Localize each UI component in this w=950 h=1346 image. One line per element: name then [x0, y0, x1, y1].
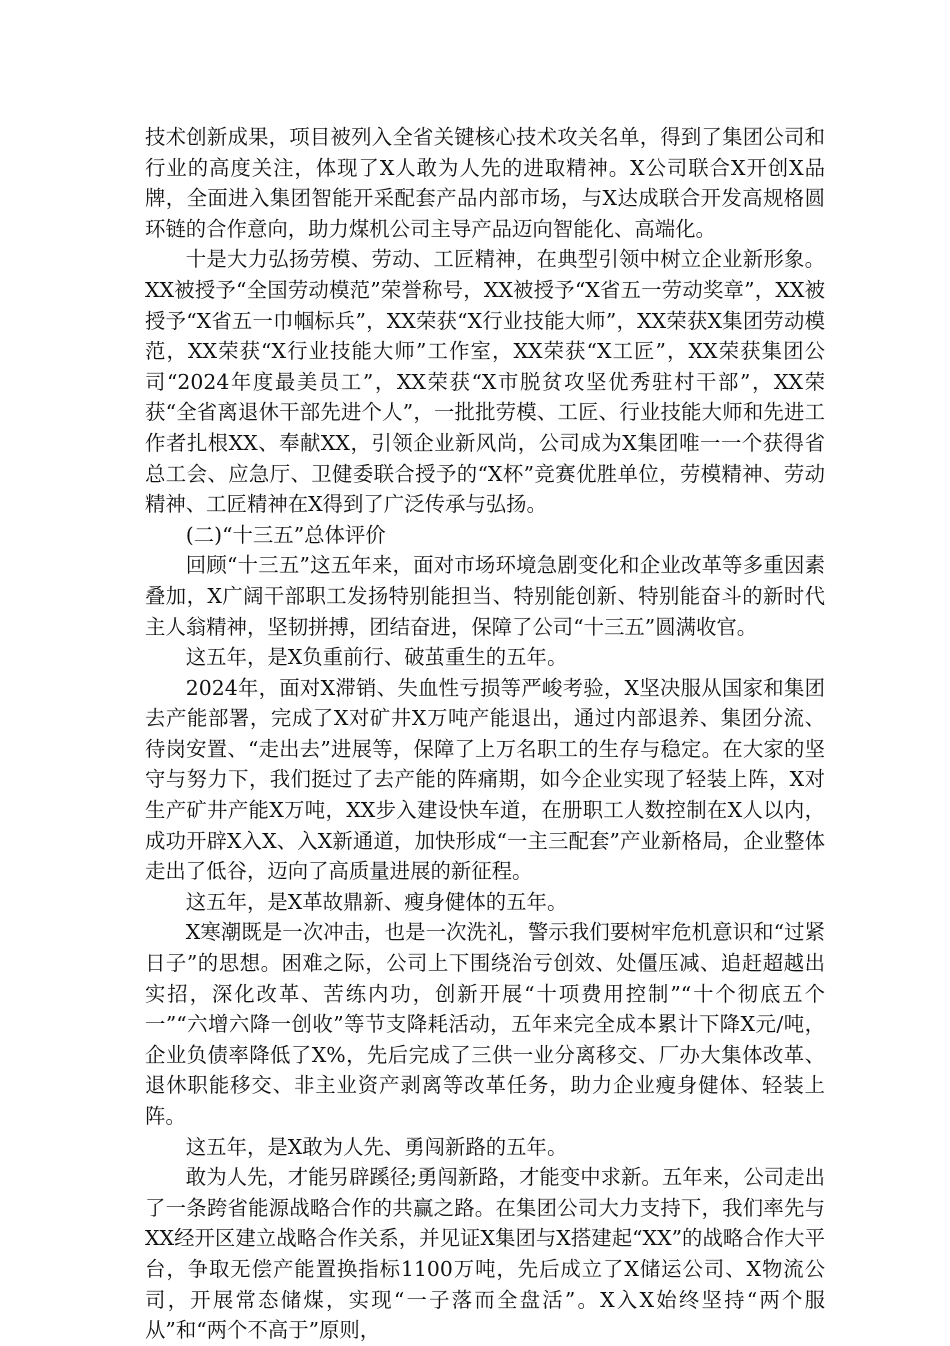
paragraph-summary-2: 这五年，是X革故鼎新、瘦身健体的五年。: [185, 889, 568, 914]
paragraph-labor-model: 十是大力弘扬劳模、劳动、工匠精神，在典型引领中树立企业新形象。XX被授予“全国劳动模范”荣誉称号，XX被授予“X省五一劳动奖章”，XX被授予“X省五一巾帼标兵”，XX荣获“X行业技能大师”，XX荣获X集团劳动模范，XX荣获“X行业技能大师”工作室，XX荣获“X工匠”，XX荣获集团公司“2024年度最美员工”，XX荣获“X市脱贫攻坚优秀驻村干部”，XX荣获“全省离退休干部先进个人”，一批批劳模、工匠、行业技能大师和先进工作者扎根XX、奉献XX，引领企业新风尚，公司成为X集团唯一一个获得省总工会、应急厅、卫健委联合授予的“X杯”竞赛优胜单位，劳模精神、劳动精神、工匠精神在X得到了广泛传承与弘扬。: [145, 247, 825, 517]
paragraph-summary-3: 这五年，是X敢为人先、勇闯新路的五年。: [185, 1134, 568, 1159]
paragraph-summary-1: 这五年，是X负重前行、破茧重生的五年。: [185, 645, 568, 670]
paragraph-reform: X寒潮既是一次冲击，也是一次洗礼，警示我们要树牢危机意识和“过紧日子”的思想。困难之际，公司上下围绕治亏创效、处僵压减、追赶超越出实招，深化改革、苦练内功，创新开展“十项费用控制”“十个彻底五个一”“六增六降一创收”等节支降耗活动，五年来完全成本累计下降X元/吨，企业负债率降低了X%，先后完成了三供一业分离移交、厂办大集体改革、退休职能移交、非主业资产剥离等改革任务，助力企业瘦身健体、轻装上阵。: [145, 920, 825, 1128]
paragraph-review: 回顾“十三五”这五年来，面对市场环境急剧变化和企业改革等多重因素叠加，X广阔干部职工发扬特别能担当、特别能创新、特别能奋斗的新时代主人翁精神，坚韧拼搏，团结奋进，保障了公司“十三五”圆满收官。: [145, 553, 825, 639]
paragraph-2024: 2024年，面对X滞销、失血性亏损等严峻考验，X坚决服从国家和集团去产能部署，完成了X对矿井X万吨产能退出，通过内部退养、集团分流、待岗安置、“走出去”进展等，保障了上万名职工的生存与稳定。在大家的坚守与努力下，我们挺过了去产能的阵痛期，如今企业实现了轻装上阵，X对生产矿井产能X万吨，XX步入建设快车道，在册职工人数控制在X人以内，成功开辟X入X、入X新通道，加快形成“一主三配套”产业新格局，企业整体走出了低谷，迈向了高质量进展的新征程。: [145, 675, 825, 884]
paragraph-cooperation: 敢为人先，才能另辟蹊径;勇闯新路，才能变中求新。五年来，公司走出了一条跨省能源战略合作的共赢之路。在集团公司大力支持下，我们率先与XX经开区建立战略合作关系，并见证X集团与X搭建起“XX”的战略合作大平台，争取无偿产能置换指标1100万吨，先后成立了X储运公司、X物流公司，开展常态储煤，实现“一子落而全盘活”。X入X始终坚持“两个服从”和“两个不高于”原则，: [145, 1165, 825, 1343]
paragraph-continuation: 技术创新成果，项目被列入全省关键核心技术攻关名单，得到了集团公司和行业的高度关注，体现了X人敢为人先的进取精神。X公司联合X开创X品牌，全面进入集团智能开采配套产品内部市场，与X达成联合开发高规格圆环链的合作意向，助力煤机公司主导产品迈向智能化、高端化。: [145, 125, 825, 241]
document-body: [145, 122, 825, 1346]
section-heading: (二)“十三五”总体评价: [185, 522, 386, 547]
